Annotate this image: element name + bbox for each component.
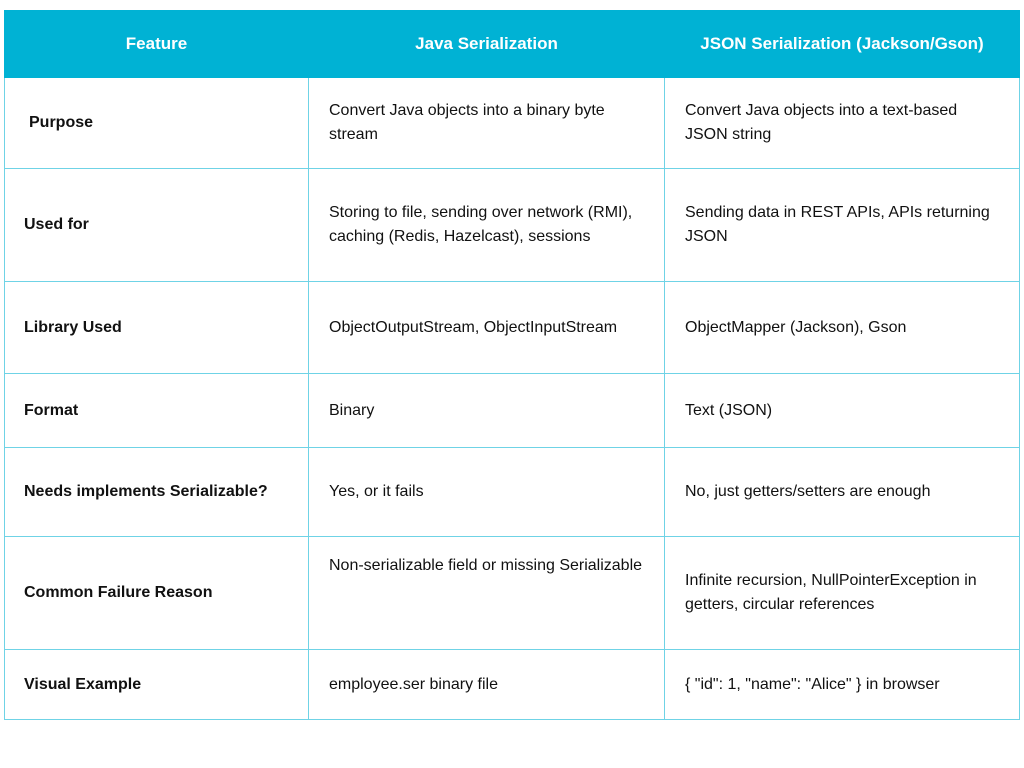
row-feature-cell: Needs implements Serializable? xyxy=(5,448,309,537)
row-json-cell: Text (JSON) xyxy=(665,374,1020,448)
row-java-cell: Convert Java objects into a binary byte stream xyxy=(309,78,665,169)
row-json-cell: No, just getters/setters are enough xyxy=(665,448,1020,537)
table-row-format xyxy=(5,374,1020,448)
table-header-row xyxy=(5,11,1020,78)
row-java-cell: Storing to file, sending over network (RMI), caching (Redis, Hazelcast), sessions xyxy=(309,169,665,282)
row-java-cell: Yes, or it fails xyxy=(309,448,665,537)
row-json-cell: Infinite recursion, NullPointerException in getters, circular references xyxy=(665,537,1020,650)
row-json-cell: { "id": 1, "name": "Alice" } in browser xyxy=(665,650,1020,720)
row-feature-cell: Library Used xyxy=(5,282,309,374)
row-json-cell: Sending data in REST APIs, APIs returning JSON xyxy=(665,169,1020,282)
table-row-common-failure xyxy=(5,537,1020,650)
row-feature-cell: Common Failure Reason xyxy=(5,537,309,650)
header-json-serialization: JSON Serialization (Jackson/Gson) xyxy=(665,11,1020,78)
row-feature-cell: Purpose xyxy=(5,78,309,169)
row-java-cell: Binary xyxy=(309,374,665,448)
table-row-purpose xyxy=(5,78,1020,169)
row-java-cell: employee.ser binary file xyxy=(309,650,665,720)
row-feature-cell: Visual Example xyxy=(5,650,309,720)
row-json-cell: Convert Java objects into a text-based JSON string xyxy=(665,78,1020,169)
row-feature-cell: Format xyxy=(5,374,309,448)
row-java-cell: Non-serializable field or missing Serializable xyxy=(309,537,665,650)
row-java-cell: ObjectOutputStream, ObjectInputStream xyxy=(309,282,665,374)
table-row-needs-serializable xyxy=(5,448,1020,537)
row-json-cell: ObjectMapper (Jackson), Gson xyxy=(665,282,1020,374)
table-row-library-used xyxy=(5,282,1020,374)
comparison-table xyxy=(4,10,1020,720)
header-feature: Feature xyxy=(5,11,309,78)
header-java-serialization: Java Serialization xyxy=(309,11,665,78)
row-feature-cell: Used for xyxy=(5,169,309,282)
table-row-visual-example xyxy=(5,650,1020,720)
table-row-used-for xyxy=(5,169,1020,282)
